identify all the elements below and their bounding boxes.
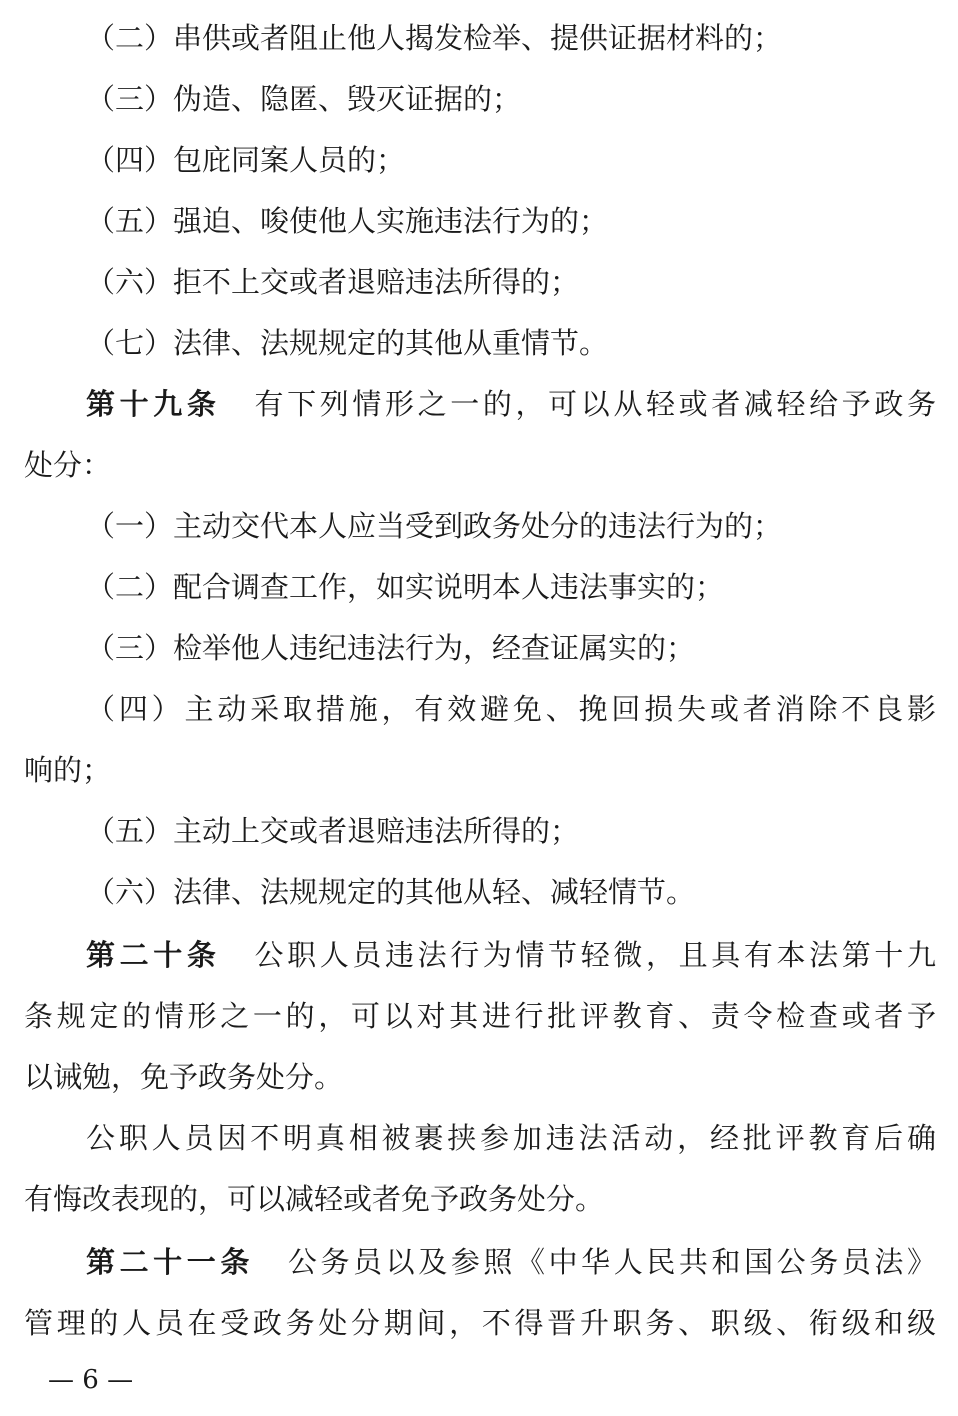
- article-20-para-2-line-2: 有悔改表现的，可以减轻或者免予政务处分。: [24, 1182, 605, 1216]
- page-number: — 6 —: [48, 1365, 134, 1395]
- article-20-para-2-line-1: 公职人员因不明真相被裹挟参加违法活动，经批评教育后确: [86, 1121, 936, 1155]
- item-6-refund-refusal: （六）拒不上交或者退赔违法所得的；: [86, 265, 580, 299]
- article-21-first-line: [0, 1240, 958, 1284]
- article-21-line-2: 管理的人员在受政务处分期间，不得晋升职务、职级、衔级和级: [24, 1306, 936, 1340]
- article-20-first-line: [0, 933, 958, 977]
- article-20-line-3: 以诫勉，免予政务处分。: [24, 1060, 344, 1094]
- mitigating-item-2: （二）配合调查工作，如实说明本人违法事实的；: [86, 570, 725, 604]
- article-20-text: 公职人员违法行为情节轻微，且具有本法第十九: [254, 938, 936, 972]
- mitigating-item-1: （一）主动交代本人应当受到政务处分的违法行为的；: [86, 509, 783, 543]
- item-2-collusion: （二）串供或者阻止他人揭发检举、提供证据材料的；: [86, 21, 783, 55]
- mitigating-item-4-continuation: 响的；: [24, 753, 112, 787]
- article-19-continuation: 处分：: [24, 448, 112, 482]
- item-7-other-aggravating: （七）法律、法规规定的其他从重情节。: [86, 326, 609, 360]
- article-19-heading: 第十九条: [86, 387, 221, 421]
- mitigating-item-5: （五）主动上交或者退赔违法所得的；: [86, 814, 580, 848]
- mitigating-item-4: （四）主动采取措施，有效避免、挽回损失或者消除不良影: [86, 692, 936, 726]
- article-19-text: 有下列情形之一的，可以从轻或者减轻给予政务: [254, 387, 936, 421]
- article-19-first-line: [0, 382, 958, 426]
- article-21-text: 公务员以及参照《中华人民共和国公务员法》: [287, 1245, 936, 1279]
- mitigating-item-3: （三）检举他人违纪违法行为，经查证属实的；: [86, 631, 696, 665]
- item-4-shielding: （四）包庇同案人员的；: [86, 143, 406, 177]
- item-5-coercion: （五）强迫、唆使他人实施违法行为的；: [86, 204, 609, 238]
- item-3-evidence: （三）伪造、隐匿、毁灭证据的；: [86, 82, 522, 116]
- article-20-line-2: 条规定的情形之一的，可以对其进行批评教育、责令检查或者予: [24, 999, 936, 1033]
- mitigating-item-6: （六）法律、法规规定的其他从轻、减轻情节。: [86, 875, 696, 909]
- article-21-heading: 第二十一条: [86, 1245, 254, 1279]
- article-20-heading: 第二十条: [86, 938, 221, 972]
